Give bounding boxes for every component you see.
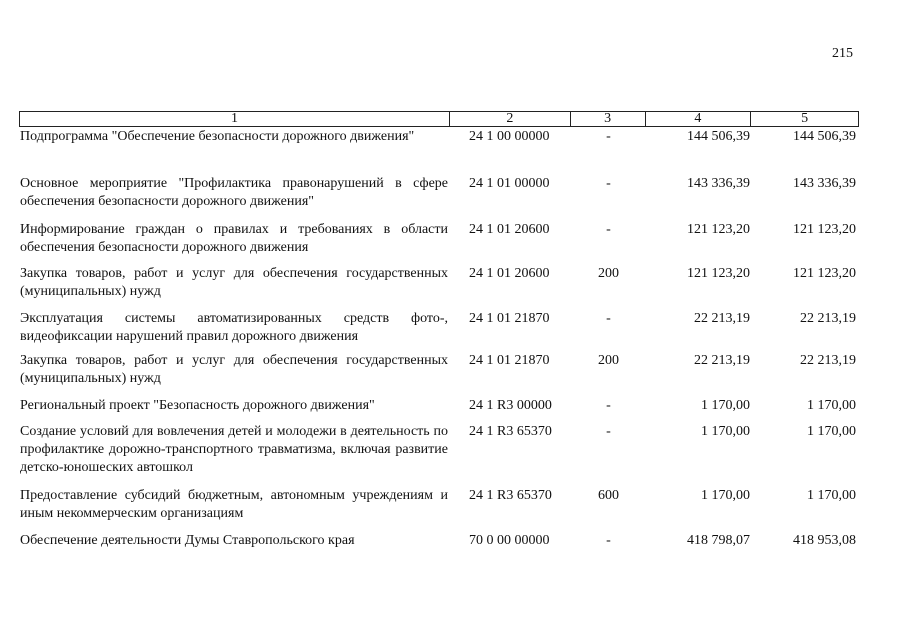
- row-amount-1: 121 123,20: [687, 222, 750, 237]
- row-code: 24 1 R3 00000: [469, 398, 552, 413]
- row-expense-type: -: [606, 129, 611, 144]
- column-header-4: 4: [646, 112, 752, 126]
- row-code: 24 1 R3 65370: [469, 488, 552, 503]
- row-name: Основное мероприятие "Профилактика правонарушений в сфере обеспечения безопасности дорожного движения": [20, 176, 448, 209]
- row-name: Подпрограмма "Обеспечение безопасности дорожного движения": [20, 129, 415, 144]
- row-code: 70 0 00 00000: [469, 533, 550, 548]
- row-amount-1: 1 170,00: [701, 424, 750, 439]
- row-amount-2: 121 123,20: [793, 222, 856, 237]
- row-amount-2: 22 213,19: [800, 353, 856, 368]
- row-expense-type: -: [606, 311, 611, 326]
- row-amount-1: 22 213,19: [694, 311, 750, 326]
- row-name: Информирование граждан о правилах и требованиях в области обеспечения безопасности дорожного движения: [20, 222, 448, 255]
- row-amount-1: 121 123,20: [687, 266, 750, 281]
- row-name: Создание условий для вовлечения детей и молодежи в деятельность по профилактике дорожно-транспортного травматизма, включая развитие детско-юношеских автошкол: [20, 424, 448, 475]
- row-amount-2: 1 170,00: [807, 398, 856, 413]
- row-code: 24 1 01 20600: [469, 266, 550, 281]
- row-code: 24 1 01 21870: [469, 311, 550, 326]
- row-expense-type: -: [606, 424, 611, 439]
- row-amount-2: 418 953,08: [793, 533, 856, 548]
- page-number: 215: [832, 46, 853, 61]
- row-expense-type: -: [606, 533, 611, 548]
- row-code: 24 1 01 20600: [469, 222, 550, 237]
- row-name: Обеспечение деятельности Думы Ставропольского края: [20, 533, 355, 548]
- table-header: [19, 111, 859, 127]
- column-header-1: 1: [20, 112, 450, 126]
- row-amount-1: 1 170,00: [701, 488, 750, 503]
- row-amount-2: 1 170,00: [807, 488, 856, 503]
- row-expense-type: 200: [598, 266, 619, 281]
- row-expense-type: 200: [598, 353, 619, 368]
- row-code: 24 1 00 00000: [469, 129, 550, 144]
- row-name: Региональный проект "Безопасность дорожного движения": [20, 398, 375, 413]
- row-expense-type: -: [606, 176, 611, 191]
- row-amount-1: 1 170,00: [701, 398, 750, 413]
- row-amount-1: 418 798,07: [687, 533, 750, 548]
- row-name: Предоставление субсидий бюджетным, автономным учреждениям и иным некоммерческим организациям: [20, 488, 448, 521]
- row-amount-2: 121 123,20: [793, 266, 856, 281]
- row-amount-2: 143 336,39: [793, 176, 856, 191]
- row-code: 24 1 01 21870: [469, 353, 550, 368]
- row-name: Эксплуатация системы автоматизированных средств фото-, видеофиксации нарушений правил дорожного движения: [20, 311, 448, 344]
- row-expense-type: -: [606, 222, 611, 237]
- row-amount-1: 22 213,19: [694, 353, 750, 368]
- row-code: 24 1 R3 65370: [469, 424, 552, 439]
- row-amount-1: 144 506,39: [687, 129, 750, 144]
- column-header-2: 2: [450, 112, 571, 126]
- row-amount-1: 143 336,39: [687, 176, 750, 191]
- column-header-5: 5: [801, 111, 809, 126]
- row-name: Закупка товаров, работ и услуг для обеспечения государственных (муниципальных) нужд: [20, 266, 448, 299]
- row-expense-type: 600: [598, 488, 619, 503]
- row-amount-2: 22 213,19: [800, 311, 856, 326]
- row-amount-2: 1 170,00: [807, 424, 856, 439]
- column-header-3: 3: [571, 112, 646, 126]
- row-code: 24 1 01 00000: [469, 176, 550, 191]
- row-expense-type: -: [606, 398, 611, 413]
- row-amount-2: 144 506,39: [793, 129, 856, 144]
- row-name: Закупка товаров, работ и услуг для обеспечения государственных (муниципальных) нужд: [20, 353, 448, 386]
